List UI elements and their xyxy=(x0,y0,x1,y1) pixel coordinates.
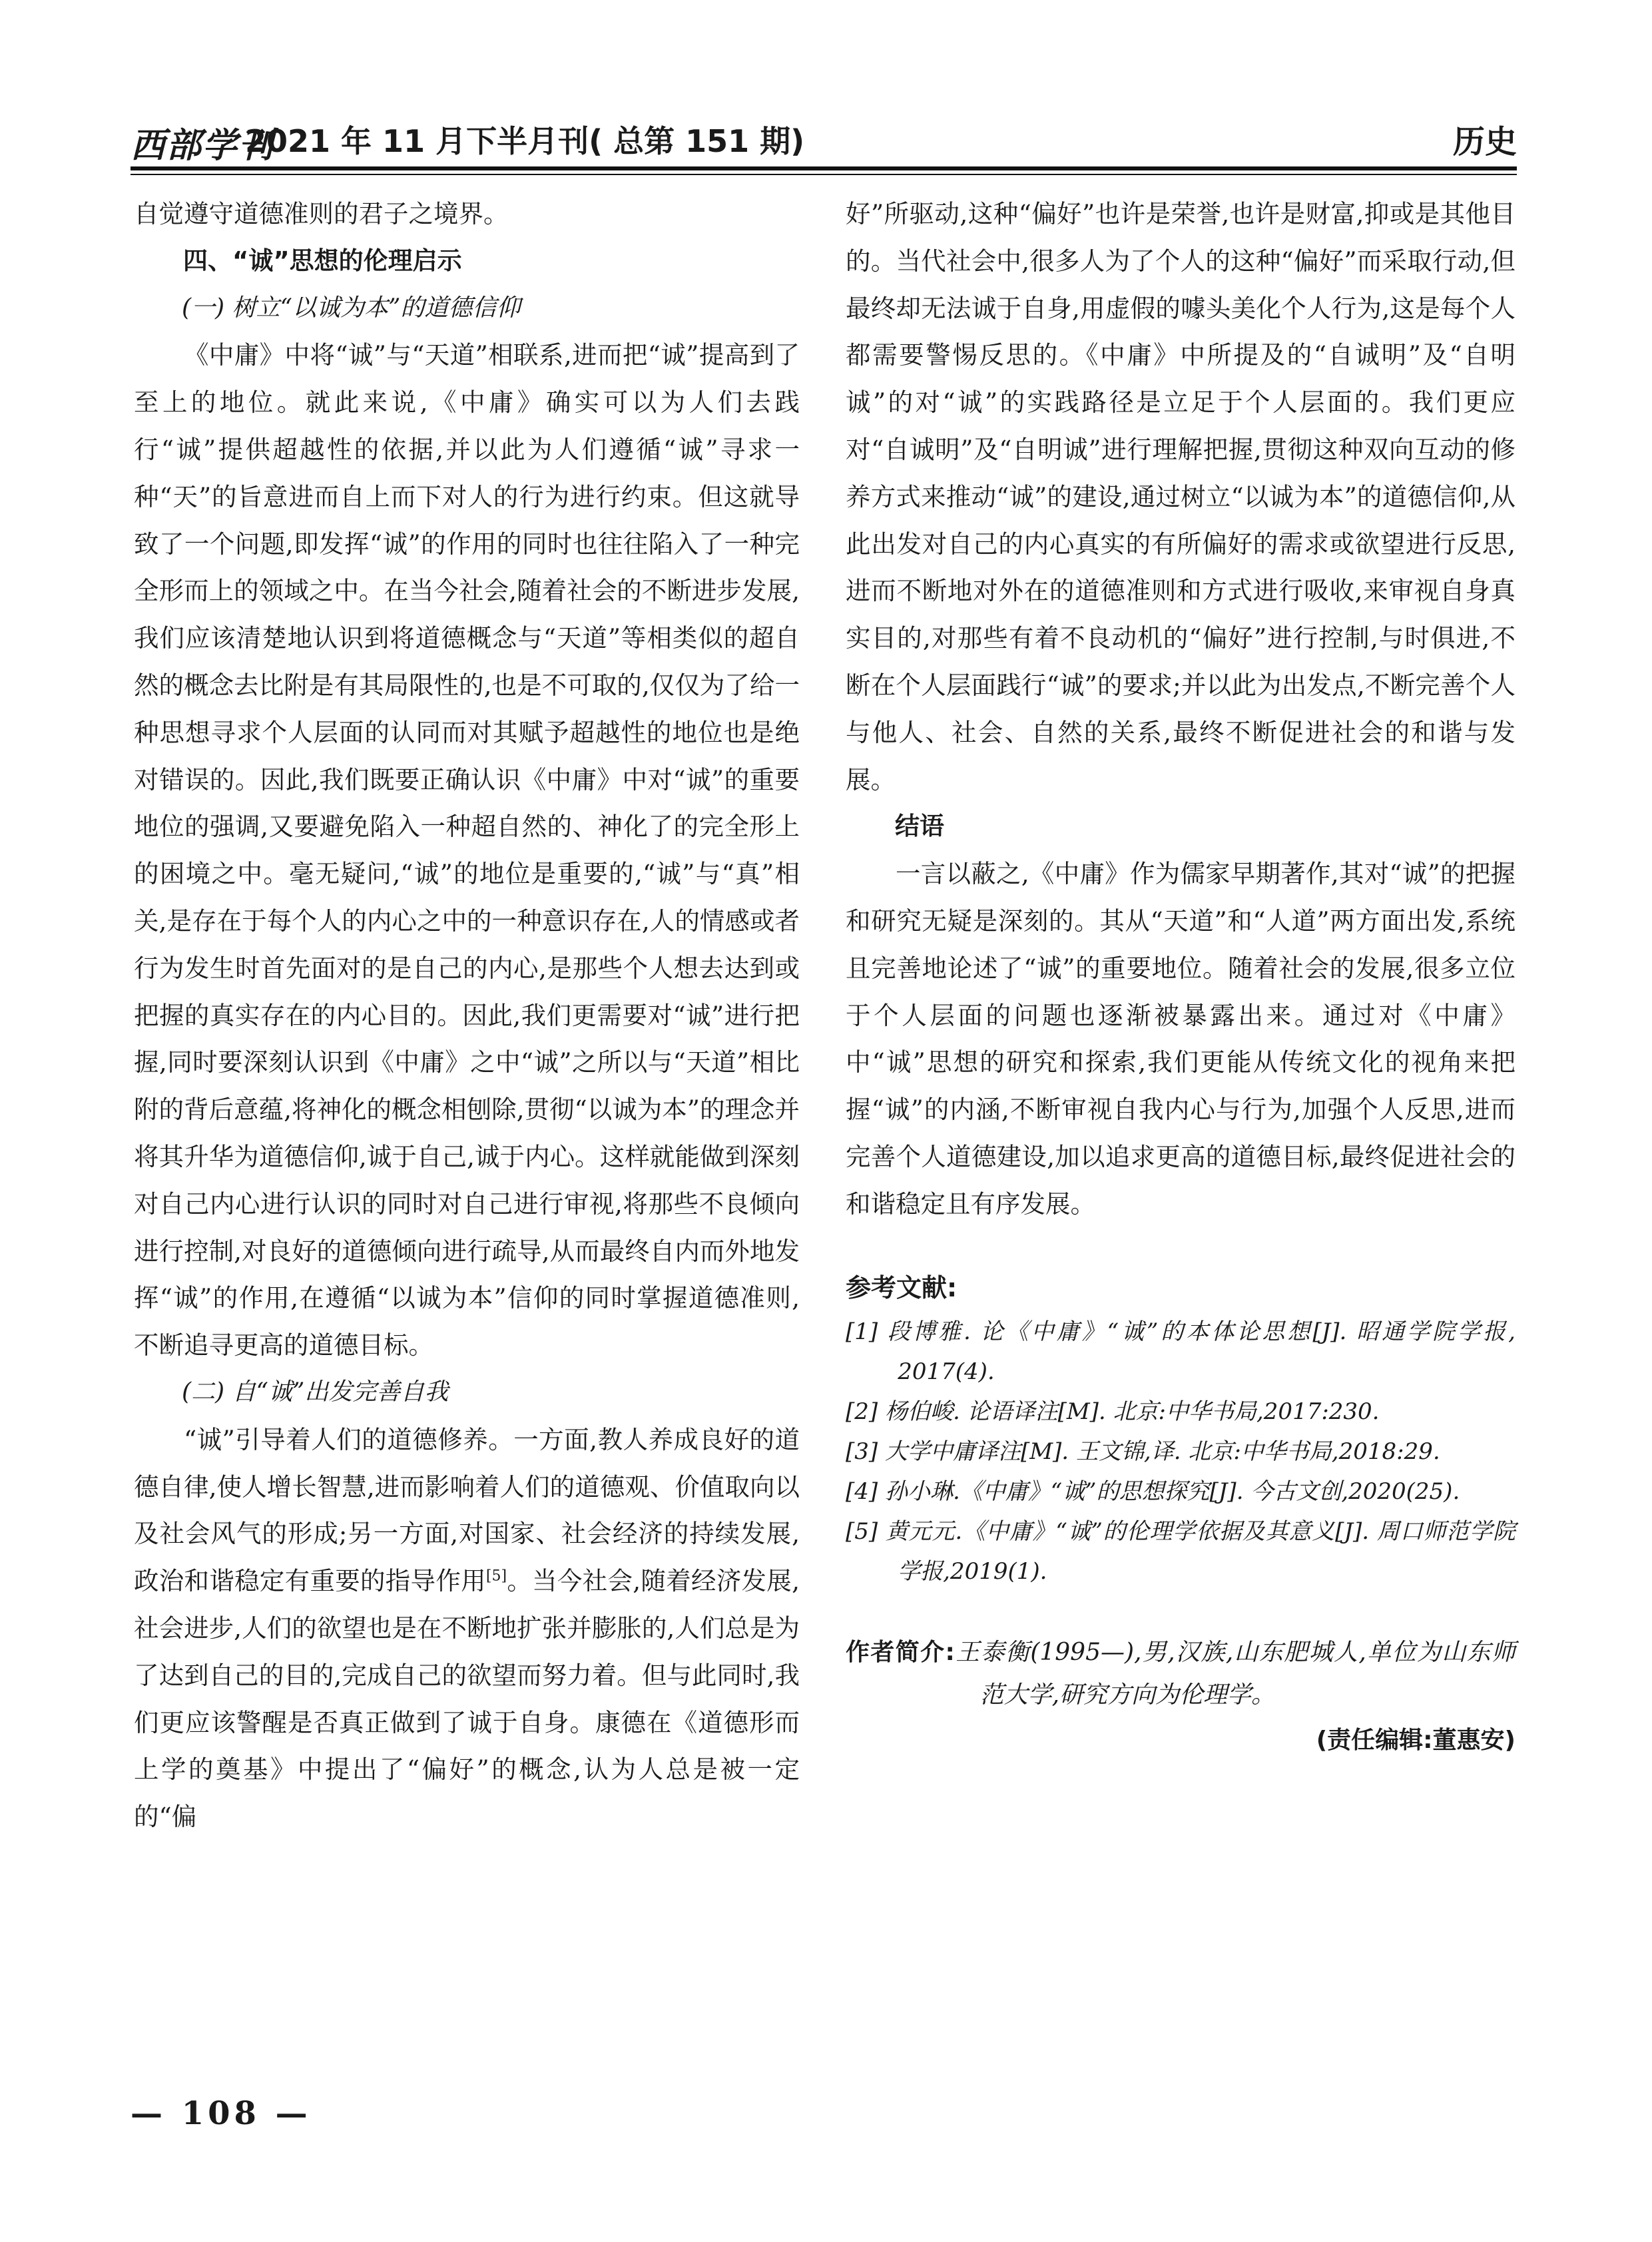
right-column xyxy=(846,190,1515,1762)
subsection-heading: (二) 自“诚”出发完善自我 xyxy=(182,1378,449,1406)
subsection-heading: (一) 树立“以诚为本”的道德信仰 xyxy=(182,294,521,322)
paragraph-text: “诚”引导着人们的道德修养。一方面,教人养成良好的道德自律,使人增长智慧,进而影响着人们的道德观、价值取向以及社会风气的形成;另一方面,对国家、社会经济的持续发展,政治和谐稳定有重要的指导作用 xyxy=(134,1424,800,1596)
section-heading: 四、“诚”思想的伦理启示 xyxy=(183,246,462,275)
paragraph: 一言以蔽之,《中庸》作为儒家早期著作,其对“诚”的把握和研究无疑是深刻的。其从“天道”和“人道”两方面出发,系统且完善地论述了“诚”的重要地位。随着社会的发展,很多立位于个人层面的问题也逐渐被暴露出来。通过对《中庸》中“诚”思想的研究和探索,我们更能从传统文化的视角来把握“诚”的内涵,不断审视自我内心与行为,加强个人反思,进而完善个人道德建设,加以追求更高的道德目标,最终促进社会的和谐稳定且有序发展。 xyxy=(846,859,1515,1219)
page-number: — 108 — xyxy=(131,2095,312,2132)
author-bio-label: 作者简介: xyxy=(846,1638,955,1666)
author-bio xyxy=(846,1631,1515,1717)
reference-item: [5] 黄元元.《中庸》“诚”的伦理学依据及其意义[J]. 周口师范学院学报,2019(1). xyxy=(846,1518,1515,1585)
journal-logo: 西部学刊 xyxy=(131,125,275,166)
paragraph: 《中庸》中将“诚”与“天道”相联系,进而把“诚”提高到了至上的地位。就此来说,《中庸》确实可以为人们去践行“诚”提供超越性的依据,并以此为人们遵循“诚”寻求一种“天”的旨意进而自上而下对人的行为进行约束。但这就导致了一个问题,即发挥“诚”的作用的同时也往往陷入了一种完全形而上的领域之中。在当今社会,随着社会的不断进步发展,我们应该清楚地认识到将道德概念与“天道”等相类似的超自然的概念去比附是有其局限性的,也是不可取的,仅仅为了给一种思想寻求个人层面的认同而对其赋予超越性的地位也是绝对错误的。因此,我们既要正确认识《中庸》中对“诚”的重要地位的强调,又要避免陷入一种超自然的、神化了的完全形上的困境之中。毫无疑问,“诚”的地位是重要的,“诚”与“真”相关,是存在于每个人的内心之中的一种意识存在,人的情感或者行为发生时首先面对的是自己的内心,是那些个人想去达到或把握的真实存在的内心目的。因此,我们更需要对“诚”进行把握,同时要深刻认识到《中庸》之中“诚”之所以与“天道”相比附的背后意蕴,将神化的概念相刨除,贯彻“以诚为本”的理念并将其升华为道德信仰,诚于自己,诚于内心。这样就能做到深刻对自己内心进行认识的同时对自己进行审视,将那些不良倾向进行控制,对良好的道德倾向进行疏导,从而最终自内而外地发挥“诚”的作用,在遵循“以诚为本”信仰的同时掌握道德准则,不断追寻更高的道德目标。 xyxy=(134,340,800,1360)
reference-item: [4] 孙小琳.《中庸》“诚”的思想探究[J]. 今古文创,2020(25). xyxy=(846,1478,1460,1505)
reference-item: [1] 段博雅. 论《中庸》“诚”的本体论思想[J]. 昭通学院学报, 2017(4). xyxy=(846,1318,1515,1385)
header-rule-thick xyxy=(131,166,1517,170)
paragraph: 自觉遵守道德准则的君子之境界。 xyxy=(134,199,509,228)
references-title: 参考文献: xyxy=(846,1272,958,1302)
reference-item: [3] 大学中庸译注[M]. 王文锦,译. 北京:中华书局,2018:29. xyxy=(846,1438,1440,1465)
page-header xyxy=(131,112,1517,164)
reference-list xyxy=(846,1312,1515,1591)
conclusion-heading: 结语 xyxy=(895,812,944,841)
header-rule-thin xyxy=(131,174,1517,175)
paragraph-text: 。当今社会,随着经济发展,社会进步,人们的欲望也是在不断地扩张并膨胀的,人们总是为了达到自己的目的,完成自己的欲望而努力着。但与此同时,我们更应该警醒是否真正做到了诚于自身。康德在《道德形而上学的奠基》中提出了“偏好”的概念,认为人总是被一定的“偏 xyxy=(134,1566,800,1832)
paragraph xyxy=(134,1416,800,1840)
left-column xyxy=(134,190,800,1840)
author-bio-text: 王泰衡(1995—),男,汉族,山东肥城人,单位为山东师范大学,研究方向为伦理学。 xyxy=(954,1638,1515,1709)
reference-item: [2] 杨伯峻. 论语译注[M]. 北京:中华书局,2017:230. xyxy=(846,1398,1380,1425)
issue-info: 2021 年 11 月下半月刊( 总第 151 期) xyxy=(245,123,805,159)
section-name: 历史 xyxy=(1452,123,1517,160)
paragraph: 好”所驱动,这种“偏好”也许是荣誉,也许是财富,抑或是其他目的。当代社会中,很多人为了个人的这种“偏好”而采取行动,但最终却无法诚于自身,用虚假的噱头美化个人行为,这是每个人都需要警惕反思的。《中庸》中所提及的“自诚明”及“自明诚”的对“诚”的实践路径是立足于个人层面的。我们更应对“自诚明”及“自明诚”进行理解把握,贯彻这种双向互动的修养方式来推动“诚”的建设,通过树立“以诚为本”的道德信仰,从此出发对自己的内心真实的有所偏好的需求或欲望进行反思,进而不断地对外在的道德准则和方式进行吸收,来审视自身真实目的,对那些有着不良动机的“偏好”进行控制,与时俱进,不断在个人层面践行“诚”的要求;并以此为出发点,不断完善个人与他人、社会、自然的关系,最终不断促进社会的和谐与发展。 xyxy=(846,199,1515,794)
responsible-editor: (责任编辑:董惠安) xyxy=(1316,1726,1515,1754)
citation-mark: [5] xyxy=(485,1567,507,1585)
